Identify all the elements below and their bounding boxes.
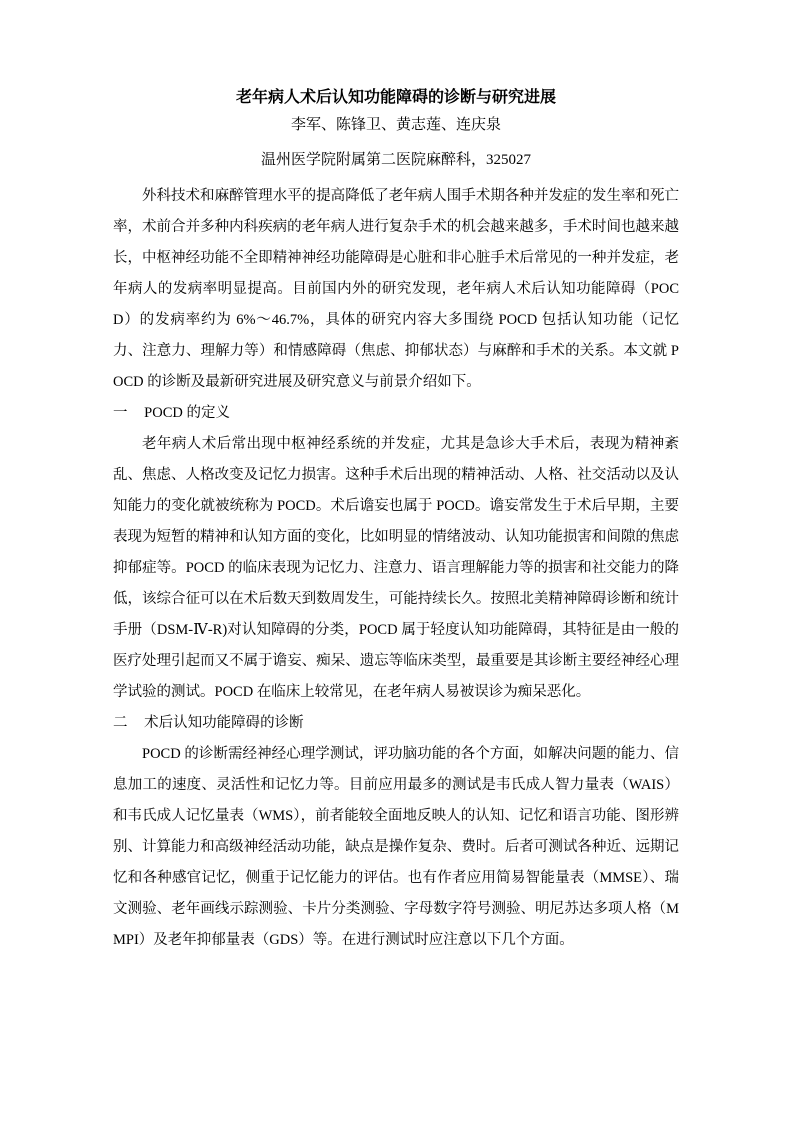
section-2-title: 术后认知功能障碍的诊断: [144, 715, 304, 731]
authors-line: 李军、陈锋卫、黄志莲、连庆泉: [290, 117, 501, 133]
section-1-body: 老年病人术后常出现中枢神经系统的并发症，尤其是急诊大手术后，表现为精神紊乱、焦虑、人格改变及记忆力损害。这种手术后出现的精神活动、人格、社交活动以及认知能力的变化就被统称为 POCD。术后谵妄也属于 POCD。谵妄常发生于术后早期，主要表现为短暂的精神和认知方面的变化，比如明显的情绪波动、认知功能损害和间隙的焦虑抑郁症等。POCD 的临床表现为记忆力、注意力、语言理解能力等的损害和社交能力的降低，该综合征可以在术后数天到数周发生，可能持续长久。按照北美精神障碍诊断和统计手册（DSM-Ⅳ-R)对认知障碍的分类，POCD 属于轻度认知功能障碍，其特征是由一般的医疗处理引起而又不属于谵妄、痴呆、遗忘等临床类型，最重要是其诊断主要经神经心理学试验的测试。POCD 在临床上较常见，在老年病人易被误诊为痴呆恶化。: [113, 436, 679, 700]
section-1-number: 一: [113, 405, 128, 421]
affiliation-line: 温州医学院附属第二医院麻醉科，325027: [260, 152, 531, 168]
document-content: [113, 86, 679, 956]
section-2-body: POCD 的诊断需经神经心理学测试，评功脑功能的各个方面，如解决问题的能力、信息加工的速度、灵活性和记忆力等。目前应用最多的测试是韦氏成人智力量表（WAIS）和韦氏成人记忆量表（WMS），前者能较全面地反映人的认知、记忆和语言功能、图形辨别、计算能力和高级神经活动功能，缺点是操作复杂、费时。后者可测试各种近、远期记忆和各种感官记忆，侧重于记忆能力的评估。也有作者应用简易智能量表（MMSE）、瑞文测验、老年画线示踪测验、卡片分类测验、字母数字符号测验、明尼苏达多项人格（MMPI）及老年抑郁量表（GDS）等。在进行测试时应注意以下几个方面。: [113, 746, 679, 948]
section-2-heading: [113, 708, 679, 739]
section-1-title: POCD 的定义: [144, 405, 230, 421]
intro-paragraph: 外科技术和麻醉管理水平的提高降低了老年病人围手术期各种并发症的发生率和死亡率，术前合并多种内科疾病的老年病人进行复杂手术的机会越来越多，手术时间也越来越长，中枢神经功能不全即精神神经功能障碍是心脏和非心脏手术后常见的一种并发症，老年病人的发病率明显提高。目前国内外的研究发现，老年病人术后认知功能障碍（POCD）的发病率约为 6%～46.7%，具体的研究内容大多围绕 POCD 包括认知功能（记忆力、注意力、理解力等）和情感障碍（焦虑、抑郁状态）与麻醉和手术的关系。本文就 POCD 的诊断及最新研究进展及研究意义与前景介绍如下。: [113, 188, 679, 390]
section-2-number: 二: [113, 715, 128, 731]
section-1-heading: [113, 398, 679, 429]
document-title: 老年病人术后认知功能障碍的诊断与研究进展: [235, 89, 556, 106]
